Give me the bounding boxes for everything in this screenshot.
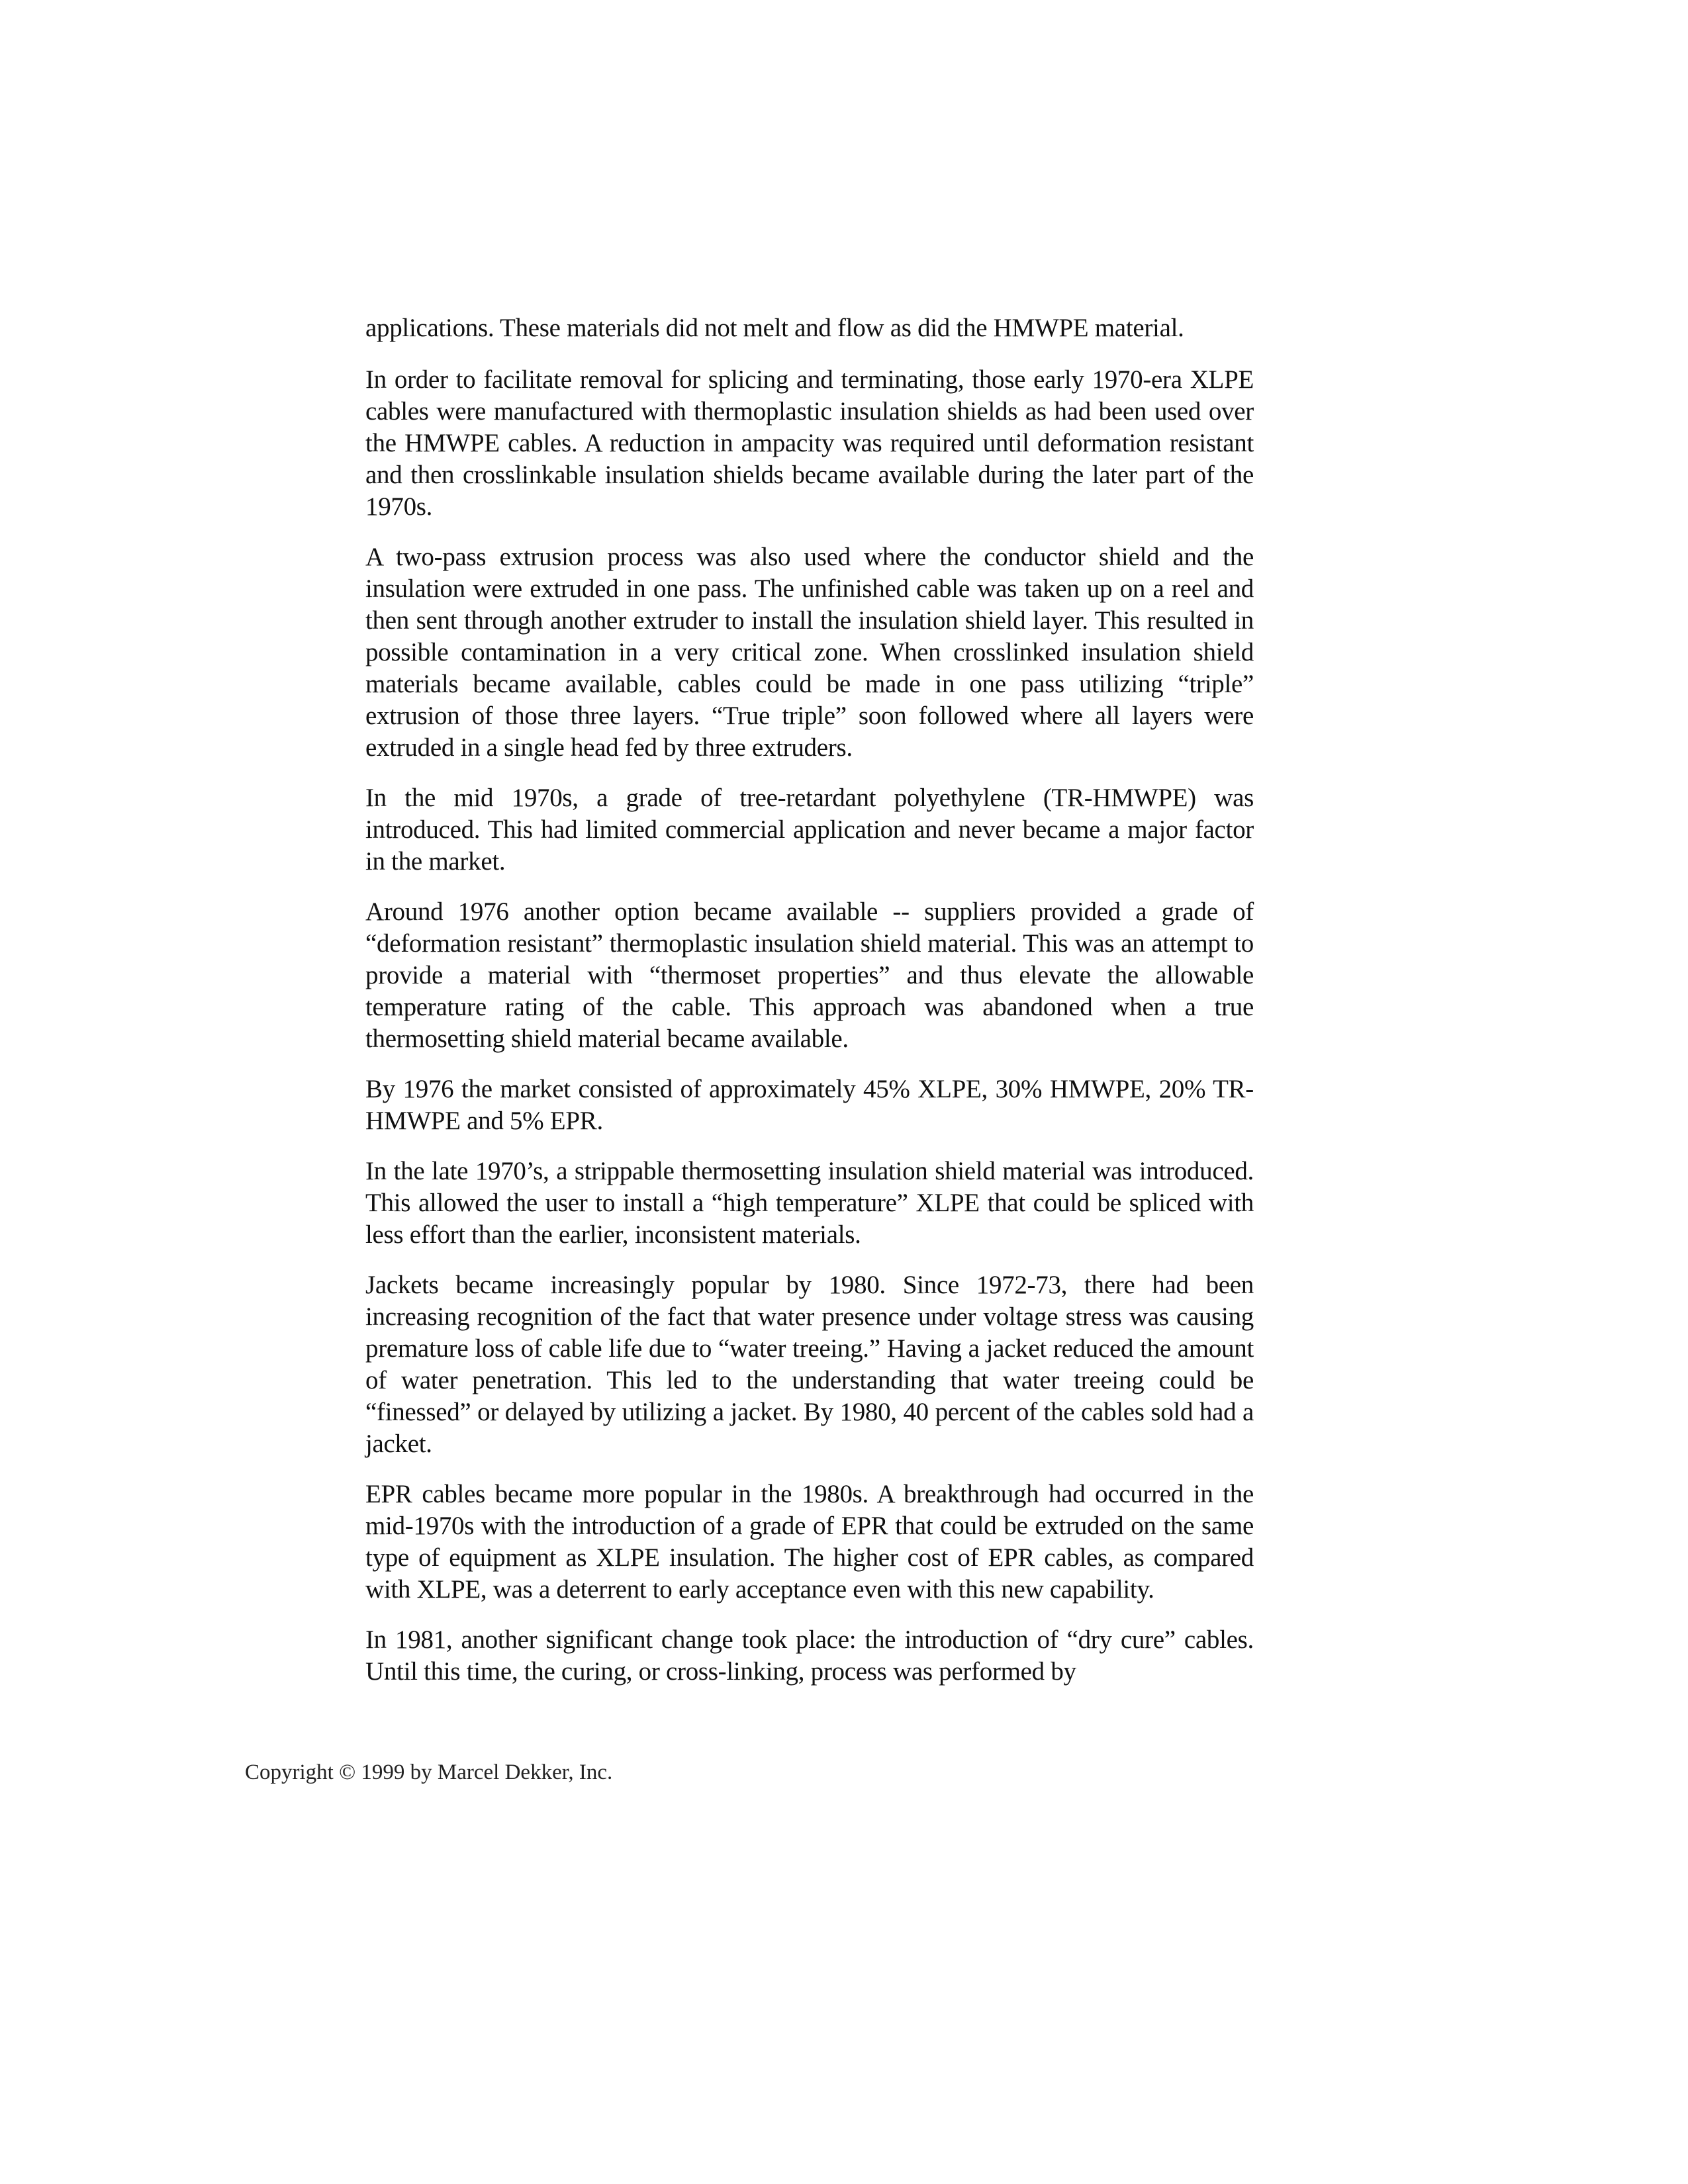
paragraph-10: In 1981, another significant change took place: the introduction of “dry cure” cables. Until this time, the curing, or cross-linking, process was performed by [365,1625,1254,1686]
paragraph-1: applications. These materials did not melt and flow as did the HMWPE material. [365,314,1184,342]
paragraph-5: Around 1976 another option became available -- suppliers provided a grade of “deformation resistant” thermoplastic insulation shield material. This was an attempt to provide a material with “thermoset properties” and thus elevate the allowable temperature rating of the cable. This approach was abandoned when a true thermosetting shield material became available. [365,897,1254,1053]
paragraph-9: EPR cables became more popular in the 1980s. A breakthrough had occurred in the mid-1970s with the introduction of a grade of EPR that could be extruded on the same type of equipment as XLPE insulation. The higher cost of EPR cables, as compared with XLPE, was a deterrent to early acceptance even with this new capability. [365,1480,1254,1604]
paragraph-4: In the mid 1970s, a grade of tree-retardant polyethylene (TR-HMWPE) was introduced. This had limited commercial application and never became a major factor in the market. [365,784,1254,876]
copyright-footer: Copyright © 1999 by Marcel Dekker, Inc. [245,1760,613,1784]
paragraph-3: A two-pass extrusion process was also used where the conductor shield and the insulation were extruded in one pass. The unfinished cable was taken up on a reel and then sent through another extruder to install the insulation shield layer. This resulted in possible contamination in a very critical zone. When crosslinked insulation shield materials became available, cables could be made in one pass utilizing “triple” extrusion of those three layers. “True triple” soon followed where all layers were extruded in a single head fed by three extruders. [365,543,1254,762]
body-text [365,312,1254,1706]
paragraph-2: In order to facilitate removal for splicing and terminating, those early 1970-era XLPE cables were manufactured with thermoplastic insulation shields as had been used over the HMWPE cables. A reduction in ampacity was required until deformation resistant and then crosslinkable insulation shields became available during the later part of the 1970s. [365,365,1254,521]
paragraph-8: Jackets became increasingly popular by 1980. Since 1972-73, there had been increasing recognition of the fact that water presence under voltage stress was causing premature loss of cable life due to “water treeing.” Having a jacket reduced the amount of water penetration. This led to the understanding that water treeing could be “finessed” or delayed by utilizing a jacket. By 1980, 40 percent of the cables sold had a jacket. [365,1271,1254,1458]
paragraph-7: In the late 1970’s, a strippable thermosetting insulation shield material was introduced. This allowed the user to install a “high temperature” XLPE that could be spliced with less effort than the earlier, inconsistent materials. [365,1157,1254,1249]
paragraph-6: By 1976 the market consisted of approximately 45% XLPE, 30% HMWPE, 20% TR-HMWPE and 5% EPR. [365,1075,1254,1135]
